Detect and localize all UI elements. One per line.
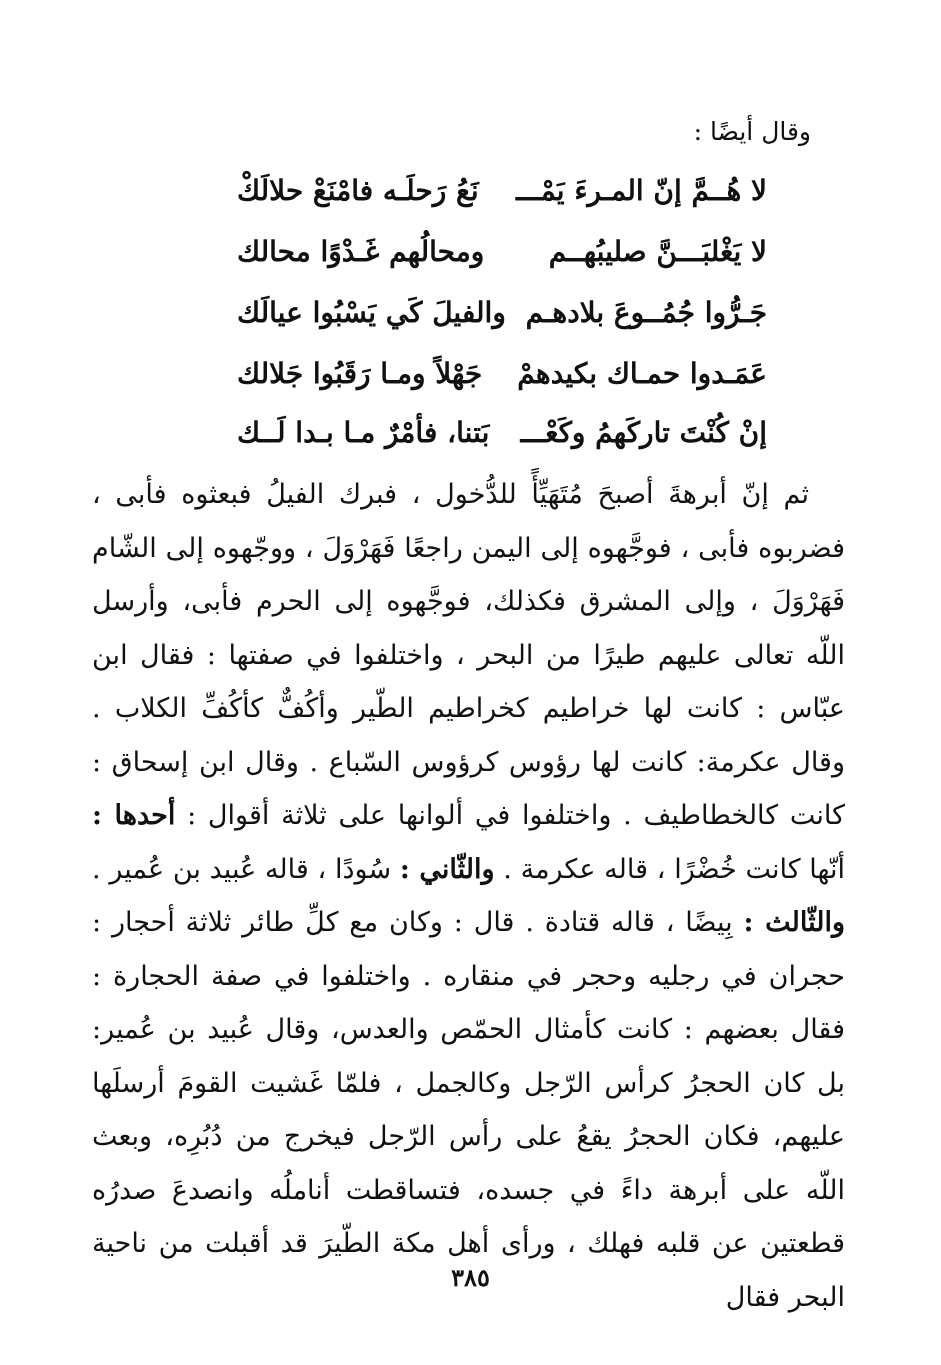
poem-intro: وقال أيضًا : — [693, 117, 811, 146]
verse-second-hemistich: بَتنا، فأمْرٌ مـا بـدا لَــك — [237, 416, 490, 449]
verse-first-hemistich: لا يَغْلبَـــنَّ صليبُهــم — [548, 235, 767, 268]
verse-second-hemistich: والفيلَ كَي يَسْبُوا عيالَك — [237, 296, 506, 329]
poem-verse — [237, 223, 767, 281]
verse-first-hemistich: إنْ كُنْتَ تاركَهمُ وكَعْـــ — [520, 416, 767, 449]
verse-first-hemistich: لا هُــمَّ إنّ المـرءَ يَمْـــ — [515, 174, 767, 207]
prose-text: ثم إنّ أبرهةَ أصبحَ مُتَهَيِّأً للدُّخول ، فبرك الفيلُ فبعثوه فأبى ، فضربوه فأبى ، فوجَّهوه إلى اليمن راجعًا فَهَرْوَلَ ، ووجّهوه إلى الشّام فَهَرْوَلَ ، وإلى المشرق فكذلك، فوجَّهوه إلى الحرم فأبى، وأرسل اللّه تعالى عليهم طيرًا من البحر ، واختلفوا في صفتها : فقال ابن عبّاس : كانت لها خراطيم كخراطيم الطّير وأكُفٌّ كأكُفِّ الكلاب . وقال عكرمة: كانت لها رؤوس كرؤوس السّباع . وقال ابن إسحاق : كانت كالخطاطيف . واختلفوا في ألوانها على ثلاثة أقوال : — [92, 479, 845, 831]
poem-verse — [237, 162, 767, 220]
poem-verse — [237, 345, 767, 403]
verse-second-hemistich: جَهْلاً ومـا رَقَبُوا جَلالك — [237, 357, 483, 390]
poem-verse — [237, 404, 767, 462]
prose-text: أنّها كانت خُضْرًا ، قاله عكرمة . — [503, 853, 845, 885]
prose-text: بِيضًا ، قاله قتادة . قال : وكان مع كلِّ طائر ثلاثة أحجار : حجران في رجليه وحجر في منقاره . واختلفوا في صفة الحجارة : فقال بعضهم : كانت كأمثال الحمّص والعدس، وقال عُبيد بن عُمير: بل كان الحجرُ كرأس الرّجل وكالجمل ، فلمّا غَشيت القومَ أرسلَها عليهم، فكان الحجرُ يقعُ على رأس الرّجل فيخرج من دُبُرِه، وبعث اللّه على أبرهة داءً في جسده، فتساقطت أناملُه وانصدعَ صدرُه قطعتين عن قلبه فهلك ، ورأى أهل مكة الطّيرَ قد أقبلت من ناحية البحر فقال — [92, 907, 845, 1313]
prose-paragraph — [92, 468, 845, 1324]
prose-body — [92, 468, 845, 1324]
verse-first-hemistich: عَمَـدوا حمـاك بكيدهمْ — [517, 357, 767, 390]
bold-label: أحدها : — [92, 800, 176, 831]
poem-verse — [237, 284, 767, 342]
verse-first-hemistich: جَـرُّوا جُمُــوعَ بلادهـم — [525, 296, 767, 329]
verse-second-hemistich: نَعُ رَحلَـه فامْنَعْ حلالَكْ — [237, 174, 479, 207]
page-number: ٣٨٥ — [451, 1263, 490, 1292]
bold-label: والثّاني : — [399, 853, 495, 885]
bold-label: والثّالث : — [743, 907, 845, 938]
prose-text: سُودًا ، قاله عُبيد بن عُمير . — [92, 853, 392, 885]
verse-second-hemistich: ومحالُهم غَـدْوًا محالك — [237, 235, 485, 268]
